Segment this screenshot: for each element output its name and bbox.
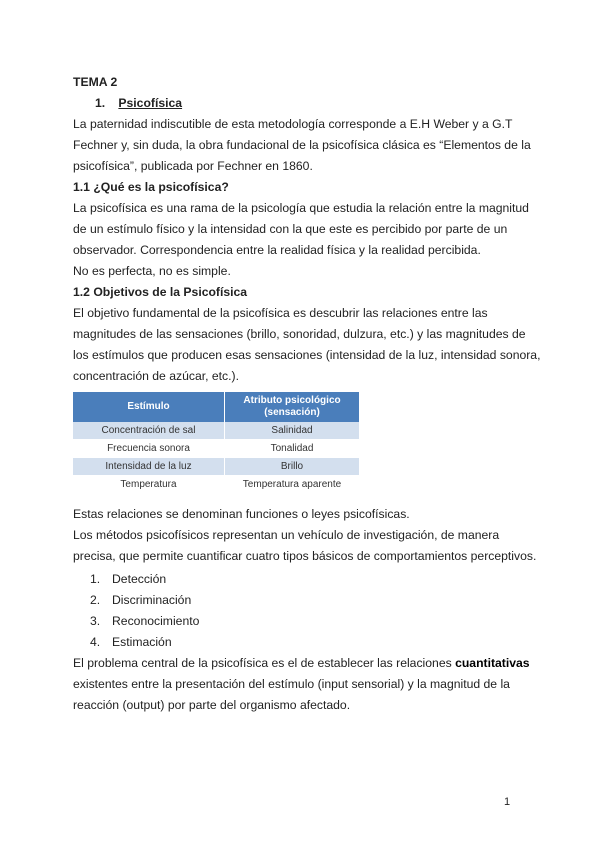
final-text-bold: cuantitativas [455, 656, 530, 670]
stimulus-sensation-table [73, 392, 359, 494]
list-item-label: Estimación [112, 635, 172, 649]
section-1-number: 1. [95, 96, 106, 110]
page-number: 1 [504, 796, 511, 808]
tema-heading: TEMA 2 [73, 75, 118, 89]
section-1-2-paragraph: El objetivo fundamental de la psicofísica es descubrir las relaciones entre las magnitudes de las sensaciones (brillo, sonoridad, dulzura, etc.) y las magnitudes de los estímulos que producen esas sensaciones (intensidad de la luz, intensidad sonora, concentración de azúcar, etc.). [73, 306, 541, 383]
table-header-stimulus: Estímulo [73, 392, 225, 422]
table-header-attribute: Atributo psicológico (sensación) [225, 392, 360, 422]
final-paragraph [73, 653, 543, 716]
list-item-number: 3. [90, 614, 101, 628]
section-1-title: Psicofísica [118, 96, 183, 110]
methods-paragraph: Los métodos psicofísicos representan un vehículo de investigación, de manera precisa, que permite cuantificar cuatro tipos básicos de comportamientos perceptivos. [73, 528, 537, 563]
list-item-label: Reconocimiento [112, 614, 200, 628]
table-cell: Frecuencia sonora [73, 440, 225, 458]
list-item-number: 2. [90, 593, 101, 607]
table-row [73, 440, 359, 458]
list-item-label: Discriminación [112, 593, 192, 607]
section-1-2-heading: 1.2 Objetivos de la Psicofísica [73, 285, 248, 299]
intro-paragraph: La paternidad indiscutible de esta metodología corresponde a E.H Weber y a G.T Fechner y, sin duda, la obra fundacional de la psicofísica clásica es “Elementos de la psicofísica”, publicada por Fechner en 1860. [73, 117, 531, 173]
list-item-number: 1. [90, 572, 101, 586]
table-row [73, 476, 359, 494]
methods-list [73, 569, 543, 653]
functions-sentence: Estas relaciones se denominan funciones o leyes psicofísicas. [73, 507, 410, 521]
section-1-1-paragraph: La psicofísica es una rama de la psicología que estudia la relación entre la magnitud de un estímulo físico y la intensidad con la que este es percibido por parte de un observador. Correspondencia entre la realidad física y la realidad percibida. [73, 201, 529, 257]
table-cell: Tonalidad [225, 440, 360, 458]
final-text-after: existentes entre la presentación del estímulo (input sensorial) y la magnitud de la reacción (output) por parte del organismo afectado. [73, 677, 510, 712]
final-text-before: El problema central de la psicofísica es el de establecer las relaciones [73, 656, 456, 670]
table-cell: Intensidad de la luz [73, 458, 225, 476]
list-item [73, 590, 543, 611]
list-item [73, 569, 543, 590]
table-cell: Brillo [225, 458, 360, 476]
list-item-number: 4. [90, 635, 101, 649]
table-cell: Concentración de sal [73, 422, 225, 440]
list-item [73, 611, 543, 632]
section-1-heading [73, 93, 543, 114]
page-content [73, 72, 543, 716]
table-cell: Salinidad [225, 422, 360, 440]
table-row [73, 458, 359, 476]
table-cell: Temperatura [73, 476, 225, 494]
table-cell: Temperatura aparente [225, 476, 360, 494]
section-1-1-note: No es perfecta, no es simple. [73, 264, 231, 278]
list-item [73, 632, 543, 653]
list-item-label: Detección [112, 572, 167, 586]
stimulus-table-wrapper [73, 392, 359, 494]
table-row [73, 422, 359, 440]
table-header-row [73, 392, 359, 422]
section-1-1-heading: 1.1 ¿Qué es la psicofísica? [73, 180, 229, 194]
